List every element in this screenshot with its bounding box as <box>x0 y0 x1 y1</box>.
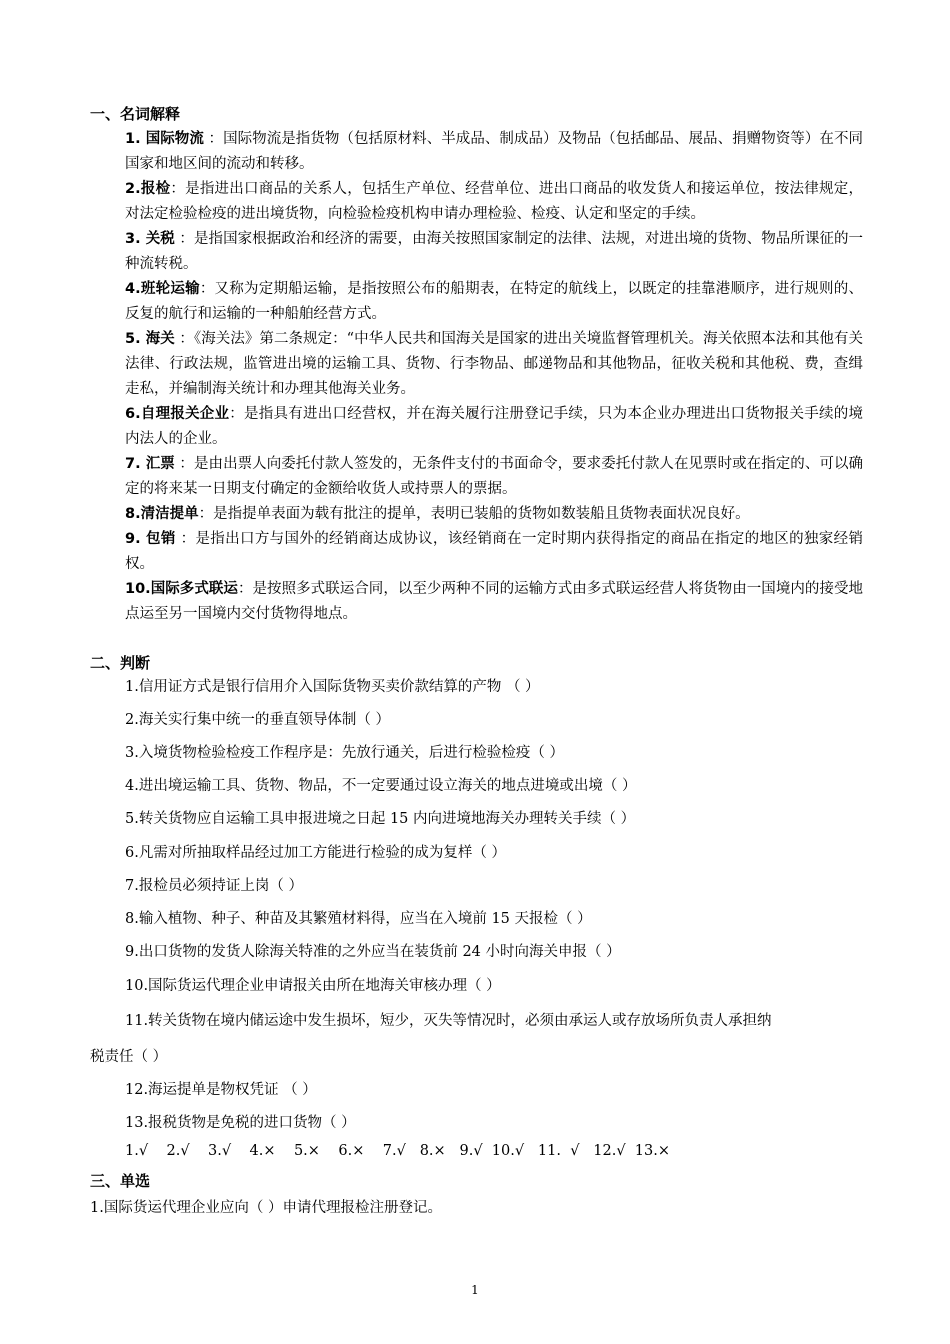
term-heading: 1. 国际物流 <box>125 131 204 147</box>
section-title-judgement: 二、判断 <box>90 654 151 672</box>
term-definition: ：是按照多式联运合同，以至少两种不同的运输方式由多式联运经营人将货物由一国境内的接受地点运至另一国境内交付货物得地点。 <box>125 581 864 622</box>
glossary-term <box>125 502 863 527</box>
judgement-question: 2.海关实行集中统一的垂直领导体制（ ） <box>125 712 390 728</box>
term-definition: ：是指国家根据政治和经济的需要，由海关按照国家制定的法律、法规，对进出境的货物、物品所课征的一种流转税。 <box>125 231 863 272</box>
glossary-term <box>125 277 863 327</box>
section-title-glossary: 一、名词解释 <box>90 105 181 123</box>
judgement-question: 11.转关货物在境内储运途中发生损坏，短少，灭失等情况时，必须由承运人或存放场所负责人承担纳 <box>125 1013 772 1029</box>
term-heading: 7. 汇票 <box>125 456 175 472</box>
term-heading: 5. 海关 <box>125 331 175 347</box>
term-heading: 10.国际多式联运 <box>125 581 238 597</box>
judgement-question: 13.报税货物是免税的进口货物（ ） <box>125 1115 356 1131</box>
term-definition: ：是指具有进出口经营权，并在海关履行注册登记手续，只为本企业办理进出口货物报关手续的境内法人的企业。 <box>125 406 863 447</box>
judgement-question: 4.进出境运输工具、货物、物品，不一定要通过设立海关的地点进境或出境（ ） <box>125 778 637 794</box>
term-heading: 2.报检 <box>125 181 171 197</box>
judgement-question: 9.出口货物的发货人除海关特准的之外应当在装货前 24 小时向海关申报（ ） <box>125 944 621 960</box>
judgement-question: 1.信用证方式是银行信用介入国际货物买卖价款结算的产物 （ ） <box>125 679 540 695</box>
glossary-term <box>125 527 863 577</box>
judgement-question: 12.海运提单是物权凭证 （ ） <box>125 1082 317 1098</box>
page-number: 1 <box>471 1283 479 1297</box>
glossary-term <box>125 577 863 627</box>
glossary-term <box>125 127 863 177</box>
judgement-question: 5.转关货物应自运输工具申报进境之日起 15 内向进境地海关办理转关手续（ ） <box>125 811 636 827</box>
glossary-term <box>125 327 863 402</box>
term-definition: ：是指进出口商品的关系人，包括生产单位、经营单位、进出口商品的收发货人和接运单位，按法律规定，对法定检验检疫的进出境货物，向检验检疫机构申请办理检验、检疫、认定和坚定的手续。 <box>125 181 863 222</box>
answer-key: 1.√ 2.√ 3.√ 4.× 5.× 6.× 7.√ 8.× 9.√ 10.√ 11. √ 12.√ 13.× <box>125 1143 670 1159</box>
judgement-question: 10.国际货运代理企业申请报关由所在地海关审核办理（ ） <box>125 978 501 994</box>
term-heading: 4.班轮运输 <box>125 281 200 297</box>
judgement-question: 7.报检员必须持证上岗（ ） <box>125 878 303 894</box>
term-definition: ：国际物流是指货物（包括原材料、半成品、制成品）及物品（包括邮品、展品、捐赠物资等）在不同国家和地区间的流动和转移。 <box>125 131 863 172</box>
judgement-question: 6.凡需对所抽取样品经过加工方能进行检验的成为复样（ ） <box>125 845 506 861</box>
judgement-question-continuation: 税责任（ ） <box>90 1049 168 1065</box>
term-heading: 9. 包销 <box>125 531 176 547</box>
section-title-single-choice: 三、单选 <box>90 1172 151 1190</box>
term-heading: 3. 关税 <box>125 231 175 247</box>
glossary-term <box>125 452 863 502</box>
term-definition: ：是指提单表面为载有批注的提单，表明已装船的货物如数装船且货物表面状况良好。 <box>198 506 750 522</box>
term-heading: 8.清洁提单 <box>125 506 199 522</box>
term-definition: ：《海关法》第二条规定：“中华人民共和国海关是国家的进出关境监督管理机关。海关依照本法和其他有关法律、行政法规，监管进出境的运输工具、货物、行李物品、邮递物品和其他物品，征收关税和其他税、费，查缉走私，并编制海关统计和办理其他海关业务。 <box>125 331 863 397</box>
judgement-question: 8.输入植物、种子、种苗及其繁殖材料得，应当在入境前 15 天报检（ ） <box>125 911 592 927</box>
term-definition: ：又称为定期船运输，是指按照公布的船期表，在特定的航线上，以既定的挂靠港顺序，进行规则的、反复的航行和运输的一种船舶经营方式。 <box>125 281 863 322</box>
term-definition: ：是由出票人向委托付款人签发的，无条件支付的书面命令，要求委托付款人在见票时或在指定的、可以确定的将来某一日期支付确定的金额给收货人或持票人的票据。 <box>125 456 863 497</box>
glossary-term <box>125 227 863 277</box>
term-heading: 6.自理报关企业 <box>125 406 230 422</box>
single-choice-question: 1.国际货运代理企业应向（ ）申请代理报检注册登记。 <box>90 1200 442 1216</box>
glossary-term <box>125 177 863 227</box>
term-definition: ：是指出口方与国外的经销商达成协议，该经销商在一定时期内获得指定的商品在指定的地区的独家经销权。 <box>125 531 863 572</box>
glossary-term <box>125 402 863 452</box>
judgement-question: 3.入境货物检验检疫工作程序是：先放行通关，后进行检验检疫（ ） <box>125 745 564 761</box>
